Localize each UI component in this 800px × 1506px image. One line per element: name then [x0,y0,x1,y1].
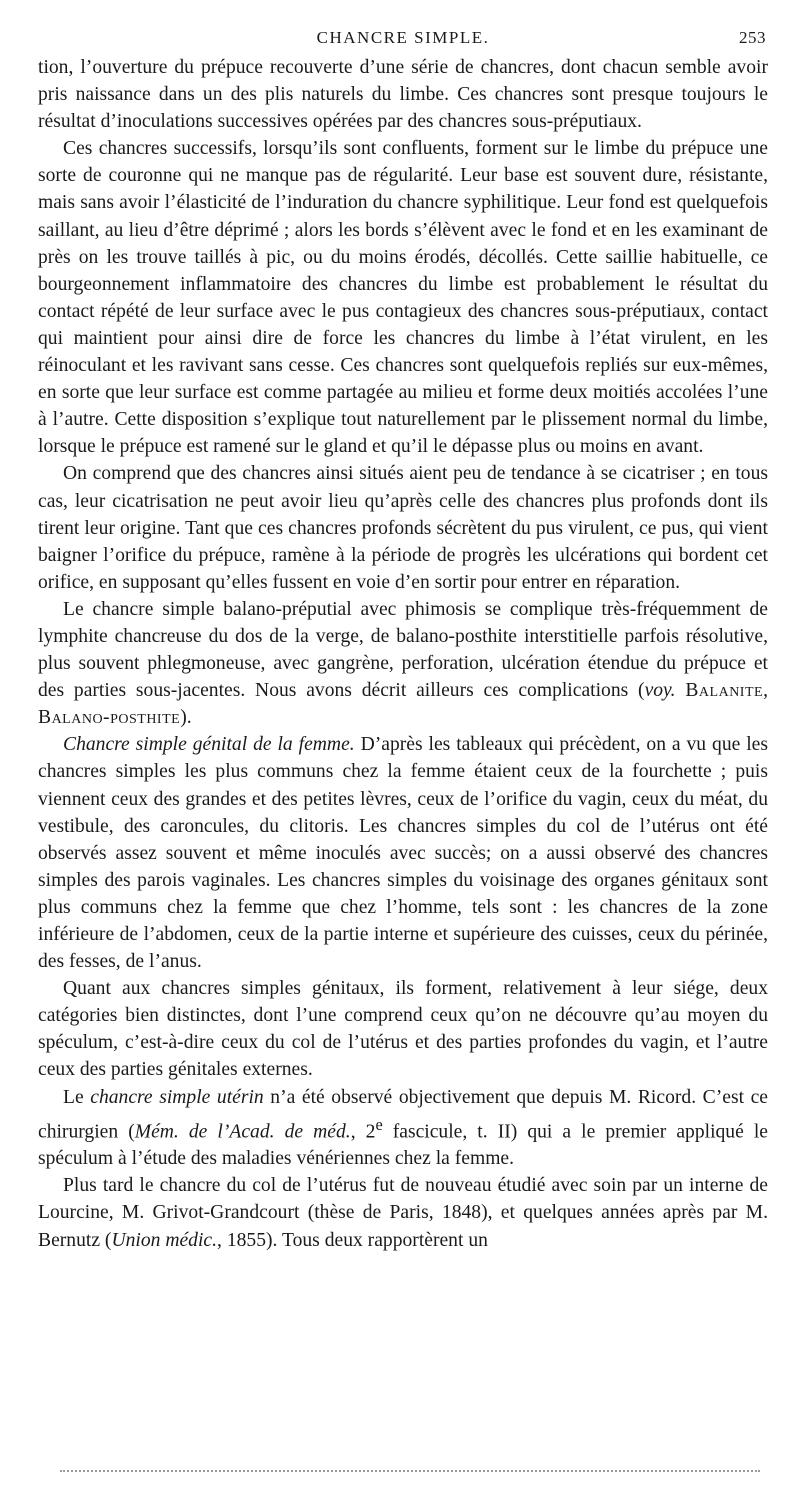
paragraph-text: tion, l’ouverture du prépuce recouverte d’une série de chancres, dont chacun semble avoir pris naissance dans un des plis naturels du limbe. Ces chancres sont presque toujours le résultat d’inoculations successives opérées par des chancres sous-préputiaux. [38,57,768,133]
paragraph-text: Le [63,1086,91,1108]
paragraph-2 [38,135,768,460]
paragraph-text: fascicule, t. II) qui a le premier appliqué le spéculum à l’étude des maladies vénériennes chez la femme. [38,1121,768,1170]
paragraph-text: , 1855). Tous deux rapportèrent un [217,1229,488,1251]
paragraph-1 [38,54,768,135]
reference-balano-posthite: Balano-posthite [38,707,181,729]
bleed-through-line [60,1470,760,1472]
italic-term: chancre simple utérin [90,1086,264,1108]
paragraph-text: Ces chancres successifs, lorsqu’ils sont confluents, forment sur le limbe du prépuce une sorte de couronne qui ne manque pas de régularité. Leur base est souvent dure, résistante, mais sans avoir l’élasticité de l’induration du chancre syphilitique. Leur fond est quelquefois saillant, au lieu d’être déprimé ; alors les bords s’élèvent avec le fond et en les examinant de près on les trouve taillés à pic, ou du moins érodés, décollés. Cette saillie habituelle, ce bourgeonnement inflammatoire des chancres du limbe est probablement le résultat du contact répété de leur surface avec le pus contagieux des chancres sous-préputiaux, contact qui maintient pour ainsi dire de force les chancres du limbe à l’état virulent, en les réinoculant et les ravivant sans cesse. Ces chancres sont quelquefois repliés sur eux-mêmes, en sorte que leur surface est comme partagée au milieu et forme deux moitiés accolées l’une à l’autre. Cette disposition s’explique tout naturellement par le plissement normal du limbe, lorsque le prépuce est ramené sur le gland et qu’il le dépasse plus ou moins en avant. [38,138,768,458]
paragraph-text: Le chancre simple balano-préputial avec phimosis se complique très-fréquemment de lymphite chancreuse du dos de la verge, de balano-posthite interstitielle parfois résolutive, plus souvent phlegmoneuse, avec gangrène, perforation, ulcération étendue du prépuce et des parties sous-jacentes. Nous avons décrit ailleurs ces complications ( [38,598,768,702]
running-title: CHANCRE SIMPLE. [316,28,490,47]
reference-balanite: Balanite [685,680,764,702]
paragraph-7 [38,1084,768,1173]
paragraph-text: ). [180,707,192,729]
paragraph-text: , 2 [350,1121,376,1143]
paragraph-5 [38,731,768,975]
paragraph-text: n’a été observé objectivement que depuis M. Ricord. C’est ce chirurgien ( [38,1086,768,1143]
book-page [38,24,768,1254]
page-number: 253 [739,28,766,47]
citation: Mém. de l’Acad. de méd. [134,1121,351,1143]
paragraph-4: Le chancre simple balano-préputial avec phimosis se complique très-fréquemment de lymphite chancreuse du dos de la verge, de balano-posthite interstitielle parfois résolutive, plus souvent phlegmoneuse, avec gangrène, perforation, ulcération étendue du prépuce et des parties sous-jacentes. Nous avons décrit ailleurs ces complications (voy. Balanite, Balano-posthite). [38,598,768,729]
paragraph-3 [38,460,768,595]
body-text [38,54,768,1254]
section-heading: Chancre simple génital de la femme. [63,734,355,756]
paragraph-text: On comprend que des chancres ainsi situés aient peu de tendance à se cicatriser ; en tous cas, leur cicatrisation ne peut avoir lieu qu’après celle des chancres plus profonds dont ils tirent leur origine. Tant que ces chancres profonds sécrètent du pus virulent, ce pus, qui vient baigner l’orifice du prépuce, ramène à la période de progrès les ulcérations qui bordent cet orifice, en supposant qu’elles fussent en voie d’en sortir pour entrer en réparation. [38,463,768,593]
superscript: e [375,1114,383,1134]
paragraph-text: D’après les tableaux qui précèdent, on a vu que les chancres simples les plus communs chez la femme étaient ceux de la fourchette ; puis viennent ceux des grandes et des petites lèvres, ceux de l’orifice du vagin, ceux du méat, du vestibule, des caroncules, du clitoris. Les chancres simples du col de l’utérus ont été observés assez souvent et même inoculés avec succès; on a aussi observé des chancres simples des parois vaginales. Les chancres simples du voisinage des organes génitaux sont plus communs chez la femme que chez l’homme, tels sont : les chancres de la zone inférieure de l’abdomen, ceux de la partie interne et supérieure des cuisses, ceux du périnée, des fesses, de l’anus. [38,734,768,973]
reference-voy: voy. [644,680,676,702]
citation: Union médic. [111,1229,218,1251]
running-head [38,24,768,54]
paragraph-6 [38,975,768,1083]
paragraph-text: Quant aux chancres simples génitaux, ils forment, relativement à leur siége, deux catégories bien distinctes, dont l’une comprend ceux qu’on ne découvre qu’au moyen du spéculum, c’est-à-dire ceux du col de l’utérus et des parties profondes du vagin, et l’autre ceux des parties génitales externes. [38,978,768,1081]
paragraph-text: Plus tard le chancre du col de l’utérus fut de nouveau étudié avec soin par un interne de Lourcine, M. Grivot-Grandcourt (thèse de Paris, 1848), et quelques années après par M. Bernutz ( [38,1175,768,1251]
paragraph-8 [38,1172,768,1253]
